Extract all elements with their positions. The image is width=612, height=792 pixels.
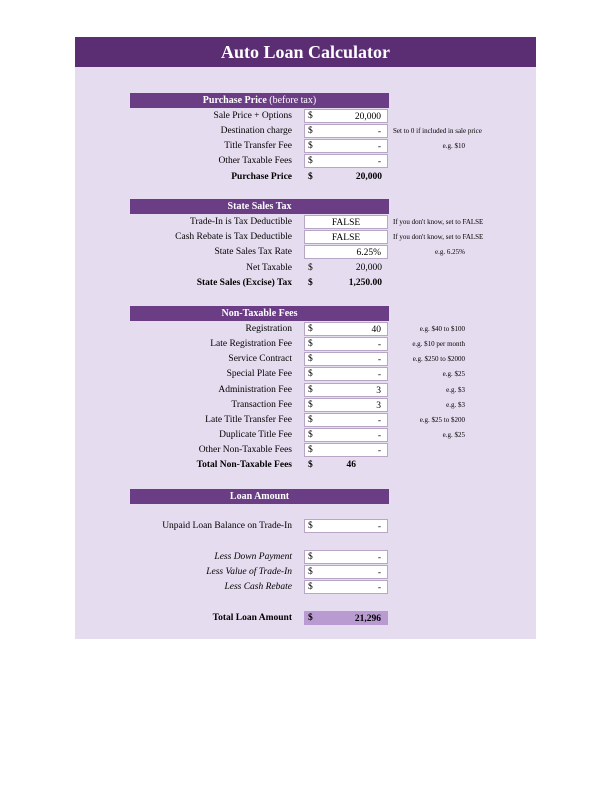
dollar-sign: $ <box>308 141 313 151</box>
duplicate-title-input[interactable]: - <box>304 428 388 442</box>
row-label: Total Non-Taxable Fees <box>196 460 292 470</box>
row-note: e.g. 6.25% <box>435 248 465 256</box>
row-note: e.g. $250 to $2000 <box>412 355 465 363</box>
other-taxable-row <box>75 154 536 169</box>
state-sales-tax-header: State Sales Tax <box>130 199 389 214</box>
row-label: Purchase Price <box>231 172 292 182</box>
transaction-fee-input[interactable]: 3 <box>304 398 388 412</box>
row-label: Less Down Payment <box>214 552 292 562</box>
other-non-taxable-row <box>75 443 536 458</box>
non-taxable-total-value: 46 <box>346 460 356 470</box>
sale-price-row <box>75 109 536 124</box>
page-title: Auto Loan Calculator <box>75 37 536 67</box>
sales-tax-total-value: 1,250.00 <box>348 278 382 288</box>
row-label: Less Value of Trade-In <box>206 567 292 577</box>
calculator-sheet <box>75 37 536 639</box>
row-label: Less Cash Rebate <box>224 582 292 592</box>
row-label: Destination charge <box>220 126 292 136</box>
trade-in-deductible-row <box>75 215 536 230</box>
row-label: Registration <box>245 324 292 334</box>
rebate-deductible-input[interactable]: FALSE <box>304 230 388 244</box>
dollar-sign: $ <box>308 415 313 425</box>
dollar-sign: $ <box>308 430 313 440</box>
dollar-sign: $ <box>308 324 313 334</box>
service-contract-row <box>75 352 536 367</box>
purchase-price-header <box>130 93 389 108</box>
non-taxable-total-row <box>75 458 536 473</box>
row-label: Duplicate Title Fee <box>219 430 292 440</box>
row-note: e.g. $10 <box>442 142 465 150</box>
dollar-sign: $ <box>308 521 313 531</box>
row-label: State Sales (Excise) Tax <box>196 278 292 288</box>
trade-in-value-input[interactable]: - <box>304 565 388 579</box>
dollar-sign: $ <box>308 613 313 623</box>
row-note: e.g. $25 to $200 <box>419 416 465 424</box>
row-label: Service Contract <box>228 354 292 364</box>
dollar-sign: $ <box>308 156 313 166</box>
destination-charge-row <box>75 124 536 139</box>
administration-fee-input[interactable]: 3 <box>304 383 388 397</box>
trade-in-value-row <box>75 565 536 580</box>
destination-charge-input[interactable]: - <box>304 124 388 138</box>
row-label: Administration Fee <box>218 385 292 395</box>
row-label: Unpaid Loan Balance on Trade-In <box>162 521 292 531</box>
registration-row <box>75 322 536 337</box>
net-taxable-row <box>75 261 536 276</box>
row-label: State Sales Tax Rate <box>214 247 292 257</box>
loan-total-value: 21,296 <box>304 611 388 625</box>
tax-rate-row <box>75 245 536 260</box>
late-title-transfer-row <box>75 413 536 428</box>
transaction-fee-row <box>75 398 536 413</box>
dollar-sign: $ <box>308 369 313 379</box>
title-transfer-row <box>75 139 536 154</box>
row-note: e.g. $40 to $100 <box>419 325 465 333</box>
row-label: Late Registration Fee <box>210 339 292 349</box>
dollar-sign: $ <box>308 582 313 592</box>
row-label: Cash Rebate is Tax Deductible <box>175 232 292 242</box>
loan-total-row <box>75 611 536 626</box>
other-non-taxable-input[interactable]: - <box>304 443 388 457</box>
rebate-deductible-row <box>75 230 536 245</box>
row-label: Other Non-Taxable Fees <box>198 445 292 455</box>
row-note: e.g. $3 <box>446 386 465 394</box>
dollar-sign: $ <box>308 126 313 136</box>
special-plate-input[interactable]: - <box>304 367 388 381</box>
row-label: Special Plate Fee <box>226 369 292 379</box>
dollar-sign: $ <box>308 445 313 455</box>
purchase-total-value: 20,000 <box>355 172 382 182</box>
down-payment-input[interactable]: - <box>304 550 388 564</box>
row-note: If you don't know, set to FALSE <box>393 218 484 226</box>
cash-rebate-input[interactable]: - <box>304 580 388 594</box>
dollar-sign: $ <box>308 354 313 364</box>
purchase-header-normal: (before tax) <box>266 95 317 106</box>
loan-amount-header: Loan Amount <box>130 489 389 504</box>
row-label: Sale Price + Options <box>213 111 292 121</box>
duplicate-title-row <box>75 428 536 443</box>
dollar-sign: $ <box>308 552 313 562</box>
service-contract-input[interactable]: - <box>304 352 388 366</box>
dollar-sign: $ <box>308 567 313 577</box>
row-label: Trade-In is Tax Deductible <box>190 217 292 227</box>
row-note: e.g. $25 <box>442 370 465 378</box>
trade-in-deductible-input[interactable]: FALSE <box>304 215 388 229</box>
sales-tax-total-row <box>75 276 536 291</box>
special-plate-row <box>75 367 536 382</box>
dollar-sign: $ <box>308 385 313 395</box>
unpaid-balance-row <box>75 519 536 534</box>
purchase-header-bold: Purchase Price <box>202 95 267 106</box>
cash-rebate-row <box>75 580 536 595</box>
dollar-sign: $ <box>308 278 313 288</box>
non-taxable-fees-header: Non-Taxable Fees <box>130 306 389 321</box>
dollar-sign: $ <box>308 339 313 349</box>
administration-fee-row <box>75 383 536 398</box>
row-label: Other Taxable Fees <box>218 156 292 166</box>
late-registration-input[interactable]: - <box>304 337 388 351</box>
row-label: Title Transfer Fee <box>224 141 292 151</box>
row-note: e.g. $3 <box>446 401 465 409</box>
dollar-sign: $ <box>308 400 313 410</box>
sale-price-input[interactable]: 20,000 <box>304 109 388 123</box>
down-payment-row <box>75 550 536 565</box>
unpaid-balance-input[interactable]: - <box>304 519 388 533</box>
late-title-transfer-input[interactable]: - <box>304 413 388 427</box>
other-taxable-input[interactable]: - <box>304 154 388 168</box>
row-note: e.g. $10 per month <box>412 340 465 348</box>
title-transfer-input[interactable]: - <box>304 139 388 153</box>
dollar-sign: $ <box>308 111 313 121</box>
registration-input[interactable]: 40 <box>304 322 388 336</box>
row-note: Set to 0 if included in sale price <box>393 127 482 135</box>
row-label: Transaction Fee <box>231 400 292 410</box>
row-note: If you don't know, set to FALSE <box>393 233 484 241</box>
dollar-sign: $ <box>308 172 313 182</box>
purchase-total-row <box>75 170 536 185</box>
dollar-sign: $ <box>308 460 313 470</box>
row-label: Late Title Transfer Fee <box>205 415 292 425</box>
row-label: Net Taxable <box>246 263 292 273</box>
row-label: Total Loan Amount <box>212 613 292 623</box>
net-taxable-value: 20,000 <box>355 263 382 273</box>
dollar-sign: $ <box>308 263 313 273</box>
tax-rate-input[interactable]: 6.25% <box>304 245 388 259</box>
late-registration-row <box>75 337 536 352</box>
row-note: e.g. $25 <box>442 431 465 439</box>
